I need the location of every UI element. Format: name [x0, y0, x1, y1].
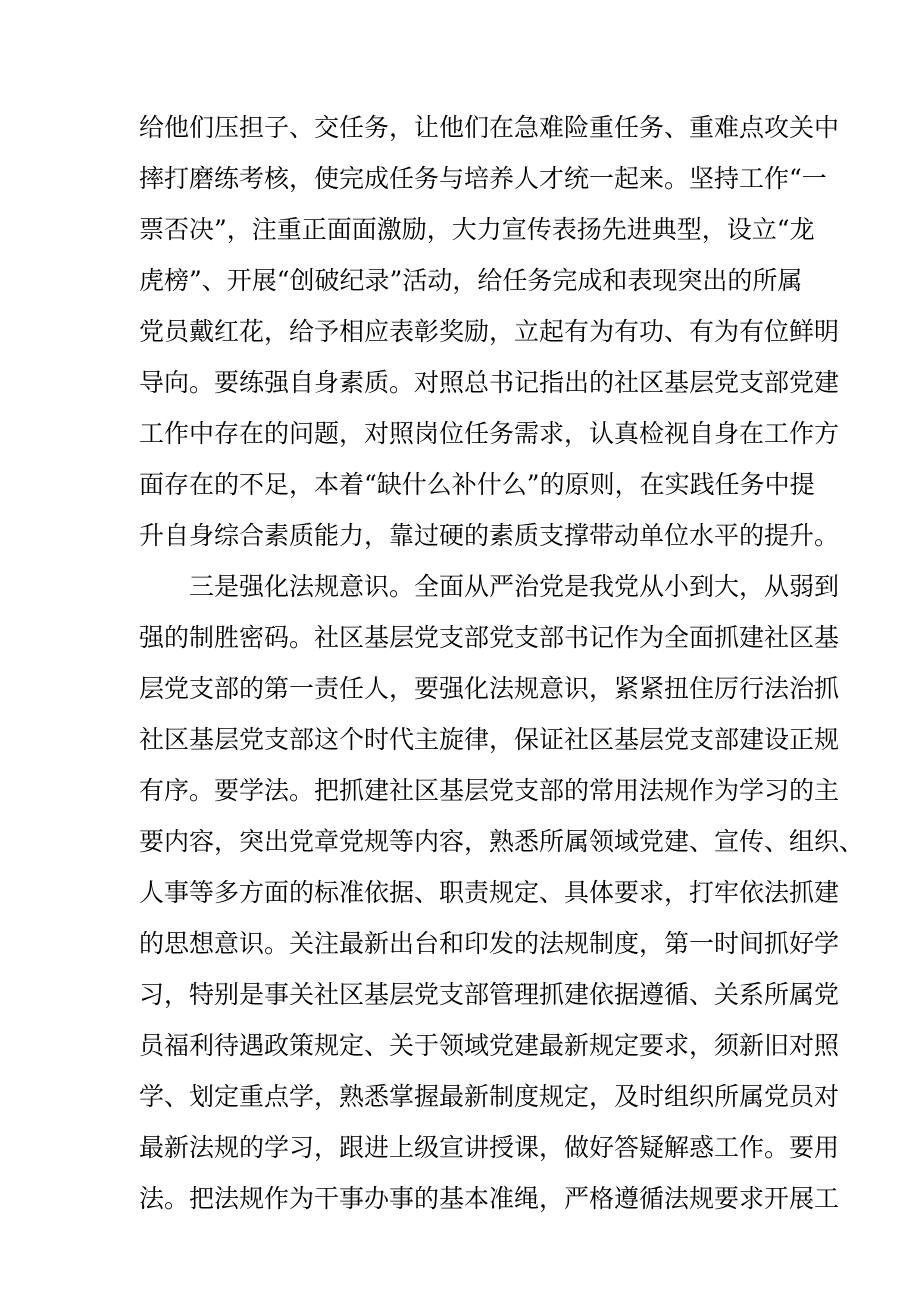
text-line: 虎榜”、开展“创破纪录”活动，给任务完成和表现突出的所属 [139, 266, 803, 295]
text-line: 人事等多方面的标准依据、职责规定、具体要求，打牢依法抓建 [139, 878, 840, 907]
text-line: 员福利待遇政策规定、关于领域党建最新规定要求，须新旧对照 [139, 1031, 840, 1060]
text-line: 面存在的不足，本着“缺什么补什么”的原则，在实践任务中提 [139, 470, 815, 499]
text-line: 强的制胜密码。社区基层党支部党支部书记作为全面抓建社区基 [139, 623, 840, 652]
paragraph-first-line: 三是强化法规意识。全面从严治党是我党从小到大，从弱到 [189, 572, 840, 601]
text-line: 票否决”，注重正面面激励，大力宣传表扬先进典型，设立“龙 [139, 215, 815, 244]
text-line: 要内容，突出党章党规等内容，熟悉所属领域党建、宣传、组织、 [139, 827, 865, 856]
text-line: 的思想意识。关注最新出台和印发的法规制度，第一时间抓好学 [139, 929, 840, 958]
text-line: 党员戴红花，给予相应表彰奖励，立起有为有功、有为有位鲜明 [139, 317, 840, 346]
text-line: 社区基层党支部这个时代主旋律，保证社区基层党支部建设正规 [139, 725, 840, 754]
text-line: 有序。要学法。把抓建社区基层党支部的常用法规作为学习的主 [139, 776, 840, 805]
text-line: 学、划定重点学，熟悉掌握最新制度规定，及时组织所属党员对 [139, 1082, 840, 1111]
text-line: 层党支部的第一责任人，要强化法规意识，紧紧扭住厉行法治抓 [139, 674, 840, 703]
text-line: 摔打磨练考核，使完成任务与培养人才统一起来。坚持工作“一 [139, 164, 827, 193]
text-line: 升自身综合素质能力，靠过硬的素质支撑带动单位水平的提升。 [139, 521, 840, 550]
text-line: 习，特别是事关社区基层党支部管理抓建依据遵循、关系所属党 [139, 980, 840, 1009]
text-line: 给他们压担子、交任务，让他们在急难险重任务、重难点攻关中 [139, 113, 840, 142]
text-line: 最新法规的学习，跟进上级宣讲授课，做好答疑解惑工作。要用 [139, 1133, 840, 1162]
text-line: 工作中存在的问题，对照岗位任务需求，认真检视自身在工作方 [139, 419, 840, 448]
text-line: 导向。要练强自身素质。对照总书记指出的社区基层党支部党建 [139, 368, 840, 397]
text-line: 法。把法规作为干事办事的基本准绳，严格遵循法规要求开展工 [139, 1184, 840, 1213]
